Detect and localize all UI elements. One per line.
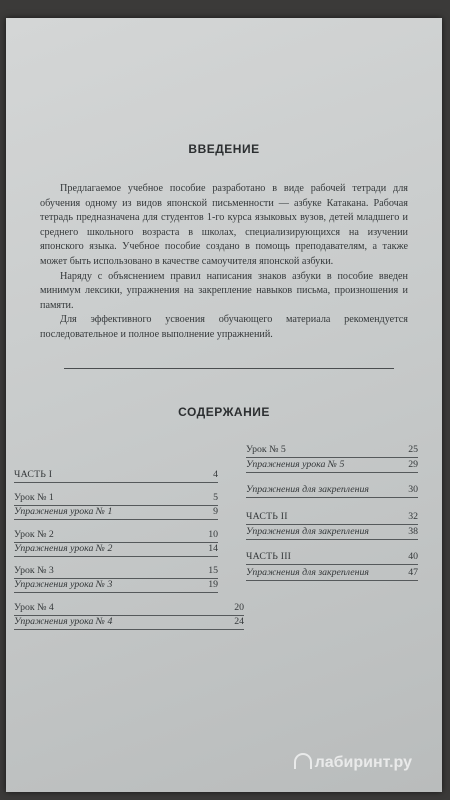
toc-entry-label: Упражнения урока № 4 [14, 616, 113, 627]
toc-entry-page: 4 [213, 469, 218, 480]
toc-entry-page: 40 [408, 551, 418, 562]
intro-paragraph: Для эффективного усвоения обучающего материала рекомендуется последовательное и полное выполнение упражнений. [40, 314, 408, 340]
labirint-logo-icon [294, 753, 312, 769]
toc-entry-page: 24 [234, 616, 244, 627]
toc-entry-label: ЧАСТЬ III [246, 551, 292, 562]
toc-entry-exercises-2 [14, 542, 218, 557]
toc-entry-page: 9 [213, 506, 218, 517]
toc-entry-label: Урок № 2 [14, 529, 54, 540]
toc-entry-page: 32 [408, 511, 418, 522]
toc-entry-label: Урок № 5 [246, 444, 286, 455]
toc-entry-lesson-3 [14, 564, 218, 579]
toc-entry-page: 20 [234, 602, 244, 613]
toc-entry-reinforcement-1 [246, 483, 418, 498]
toc-entry-label: Урок № 1 [14, 492, 54, 503]
toc-entry-label: Упражнения урока № 5 [246, 459, 345, 470]
toc-entry-label: Упражнения урока № 2 [14, 543, 113, 554]
toc-entry-label: Упражнения для закрепления [246, 567, 369, 578]
toc-entry-page: 30 [408, 484, 418, 495]
toc-entry-page: 19 [208, 579, 218, 590]
book-page [6, 18, 442, 792]
toc-entry-label: Упражнения урока № 1 [14, 506, 113, 517]
toc-entry-exercises-1 [14, 505, 218, 520]
toc-entry-label: Урок № 4 [14, 602, 54, 613]
toc-entry-label: Упражнения для закрепления [246, 526, 369, 537]
toc-entry-reinforcement-2 [246, 525, 418, 540]
toc-entry-reinforcement-3 [246, 566, 418, 581]
intro-heading: ВВЕДЕНИЕ [188, 142, 260, 156]
toc-entry-page: 25 [408, 444, 418, 455]
toc-entry-part-3 [246, 550, 418, 565]
toc-entry-lesson-2 [14, 528, 218, 543]
toc-entry-exercises-5 [246, 458, 418, 473]
watermark-text: лабиринт.ру [314, 754, 412, 771]
toc-entry-page: 38 [408, 526, 418, 537]
section-divider [64, 368, 394, 369]
labirint-watermark [294, 753, 412, 772]
toc-entry-page: 29 [408, 459, 418, 470]
toc-entry-page: 14 [208, 543, 218, 554]
toc-entry-lesson-4 [14, 601, 244, 616]
toc-entry-page: 10 [208, 529, 218, 540]
toc-entry-label: ЧАСТЬ I [14, 469, 53, 480]
intro-paragraph: Наряду с объяснением правил написания знаков азбуки в пособие введен минимум лексики, упражнения на закрепление навыков письма, произношения и памяти. [40, 270, 408, 311]
intro-paragraph: Предлагаемое учебное пособие разработано в виде рабочей тетради для обучения одному из видов японской письменности — азбуке Катакана. Рабочая тетрадь предназначена для студентов 1-го курса языковых вузов, детей младшего и среднего школьного возраста в школах, специализирующихся на изучении японского языка. Учебное пособие создано в помощь преподавателям, а также может быть использовано в качестве самоучителя японской азбуки. [40, 183, 408, 267]
toc-entry-exercises-4 [14, 615, 244, 630]
toc-entry-part-2 [246, 510, 418, 525]
toc-entry-exercises-3 [14, 578, 218, 593]
toc-entry-page: 15 [208, 565, 218, 576]
toc-heading: СОДЕРЖАНИЕ [178, 405, 270, 419]
toc-entry-label: Упражнения урока № 3 [14, 579, 113, 590]
toc-entry-part-1 [14, 468, 218, 483]
intro-text [40, 182, 408, 343]
toc-entry-page: 47 [408, 567, 418, 578]
toc-entry-label: Урок № 3 [14, 565, 54, 576]
toc-entry-lesson-1 [14, 491, 218, 506]
toc-entry-lesson-5 [246, 443, 418, 458]
toc-entry-label: ЧАСТЬ II [246, 511, 288, 522]
toc-entry-page: 5 [213, 492, 218, 503]
toc-entry-label: Упражнения для закрепления [246, 484, 369, 495]
